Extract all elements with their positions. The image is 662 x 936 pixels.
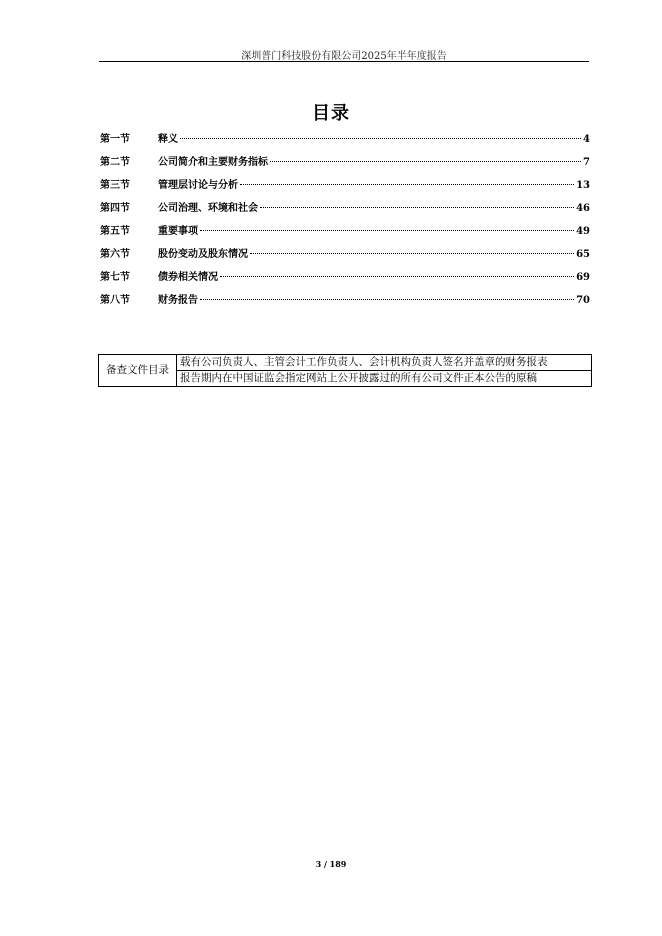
toc-page-number: 13 (576, 180, 590, 191)
toc-section-title: 重要事项 (158, 226, 198, 237)
toc-page-number: 70 (576, 295, 590, 306)
document-item: 报告期内在中国证监会指定网站上公开披露过的所有公司文件正本公告的原稿 (177, 371, 592, 387)
documents-label: 备查文件目录 (99, 355, 177, 387)
page-header: 深圳普门科技股份有限公司2025年半年度报告 (241, 51, 447, 62)
toc-leader-dots (260, 207, 574, 208)
table-of-contents (100, 130, 590, 314)
toc-leader-dots (270, 161, 581, 162)
toc-page-number: 65 (576, 249, 590, 260)
toc-section-number: 第一节 (100, 134, 130, 145)
toc-section-title: 债券相关情况 (158, 272, 218, 283)
toc-leader-dots (180, 138, 581, 139)
toc-section-title: 股份变动及股东情况 (158, 249, 248, 260)
toc-section-number: 第四节 (100, 203, 130, 214)
toc-section-number: 第二节 (100, 157, 130, 168)
toc-leader-dots (250, 253, 574, 254)
toc-section-title: 公司治理、环境和社会 (158, 203, 258, 214)
toc-section-title: 释义 (158, 134, 178, 145)
toc-page-number: 7 (583, 157, 590, 168)
toc-section-title: 管理层讨论与分析 (158, 180, 238, 191)
toc-entry[interactable] (100, 153, 590, 176)
toc-section-number: 第三节 (100, 180, 130, 191)
table-row (99, 355, 592, 371)
toc-entry[interactable] (100, 268, 590, 291)
toc-section-number: 第五节 (100, 226, 130, 237)
document-item: 载有公司负责人、主管会计工作负责人、会计机构负责人签名并盖章的财务报表 (177, 355, 592, 371)
toc-leader-dots (220, 276, 574, 277)
toc-section-number: 第八节 (100, 295, 130, 306)
toc-entry[interactable] (100, 291, 590, 314)
toc-section-title: 财务报告 (158, 295, 198, 306)
toc-page-number: 49 (576, 226, 590, 237)
toc-entry[interactable] (100, 222, 590, 245)
toc-section-number: 第六节 (100, 249, 130, 260)
toc-entry[interactable] (100, 245, 590, 268)
toc-title: 目录 (312, 103, 350, 124)
toc-leader-dots (200, 299, 574, 300)
reference-documents-table (98, 354, 592, 387)
toc-entry[interactable] (100, 130, 590, 153)
toc-page-number: 46 (576, 203, 590, 214)
toc-page-number: 69 (576, 272, 590, 283)
toc-section-title: 公司简介和主要财务指标 (158, 157, 268, 168)
toc-entry[interactable] (100, 199, 590, 222)
toc-entry[interactable] (100, 176, 590, 199)
header-divider (99, 61, 589, 62)
toc-section-number: 第七节 (100, 272, 130, 283)
toc-page-number: 4 (583, 134, 590, 145)
page-number: 3 / 189 (315, 859, 347, 869)
toc-leader-dots (200, 230, 574, 231)
toc-leader-dots (240, 184, 574, 185)
